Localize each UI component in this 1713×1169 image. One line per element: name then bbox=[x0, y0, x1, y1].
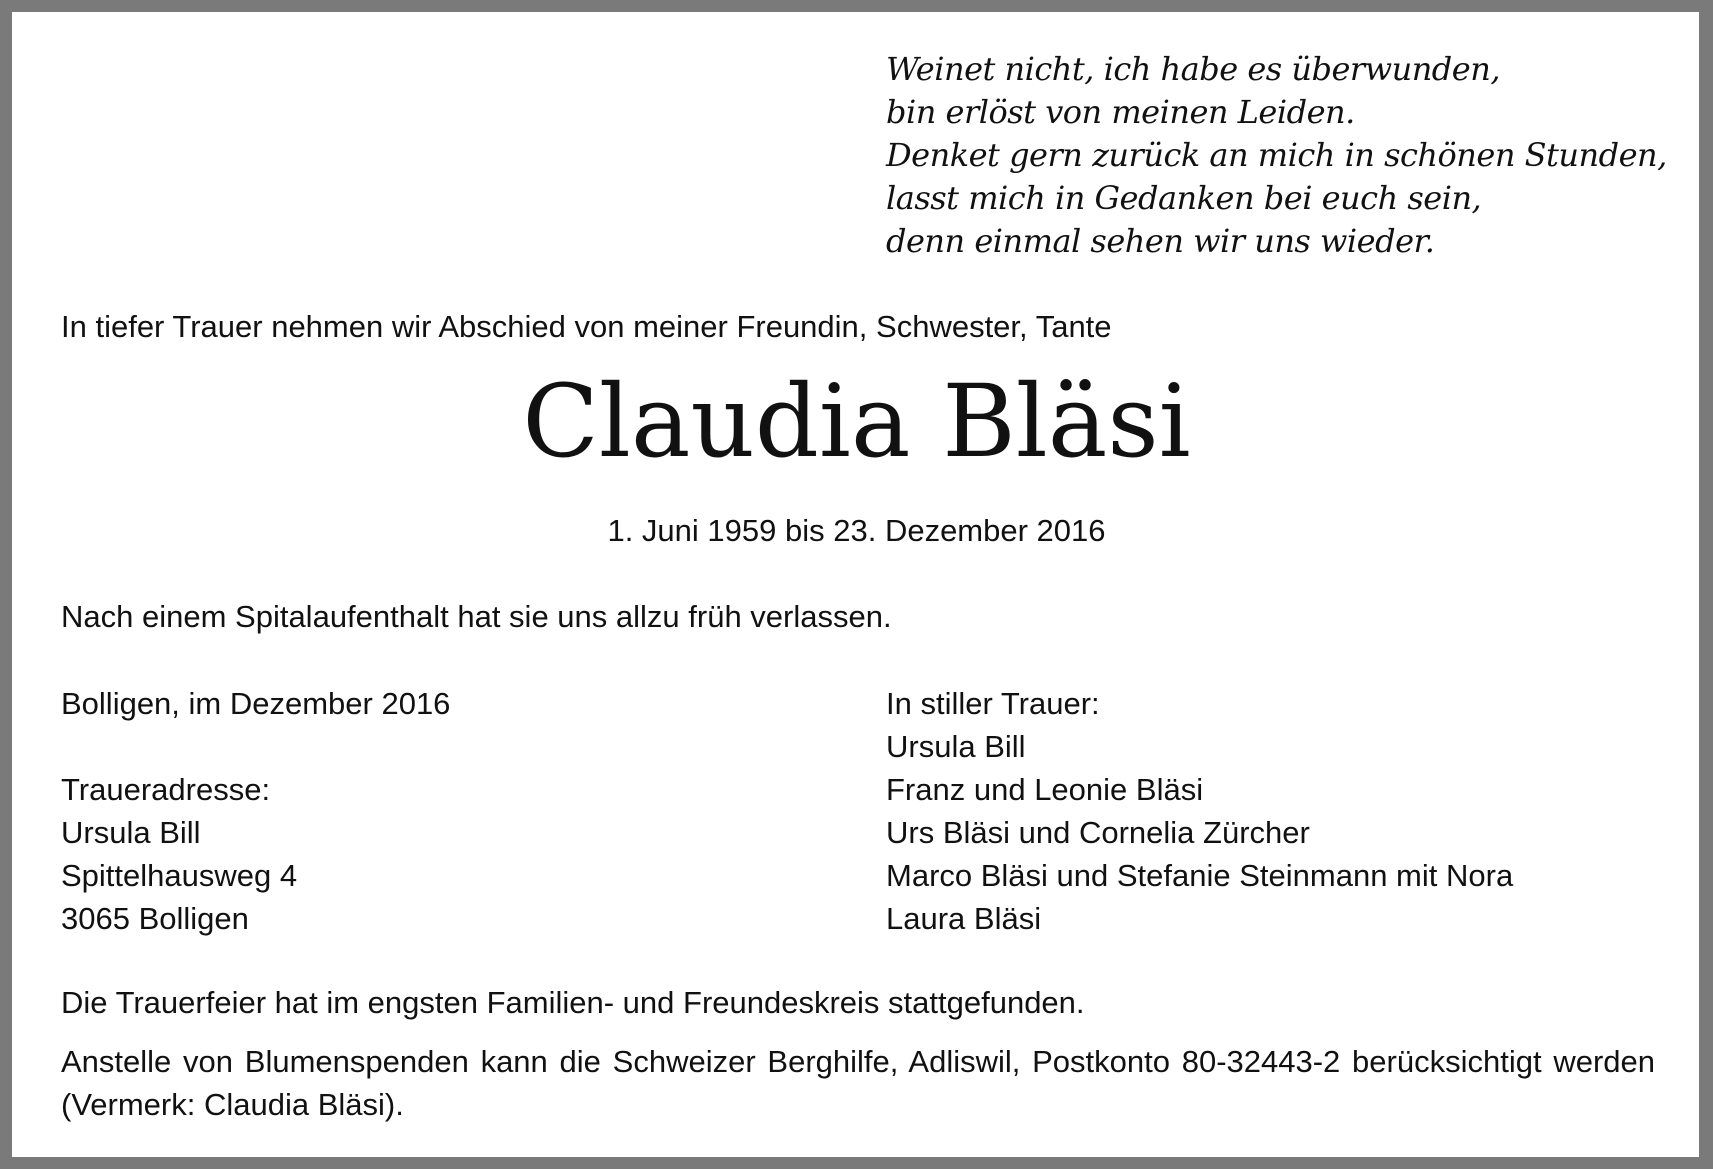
motto-line: lasst mich in Gedanken bei euch sein, bbox=[886, 179, 1482, 217]
motto-line: Denket gern zurück an mich in schönen Stunden, bbox=[886, 136, 1667, 174]
mourner-name: Marco Bläsi und Stefanie Steinmann mit Nora bbox=[886, 858, 1514, 893]
spacer bbox=[61, 725, 450, 768]
motto-line: bin erlöst von meinen Leiden. bbox=[886, 93, 1355, 131]
deceased-name: Claudia Bläsi bbox=[522, 363, 1191, 480]
mourner-name: Laura Bläsi bbox=[886, 901, 1042, 936]
place-and-address bbox=[61, 682, 450, 940]
motto-line: denn einmal sehen wir uns wieder. bbox=[886, 222, 1435, 260]
motto-verse bbox=[886, 48, 1667, 263]
intro-text: In tiefer Trauer nehmen wir Abschied von meiner Freundin, Schwester, Tante bbox=[61, 309, 1112, 344]
life-dates: 1. Juni 1959 bis 23. Dezember 2016 bbox=[607, 513, 1106, 548]
mourners-heading: In stiller Trauer: bbox=[886, 686, 1100, 721]
address-city: 3065 Bolligen bbox=[61, 901, 249, 936]
mourner-name: Ursula Bill bbox=[886, 729, 1026, 764]
mourner-name: Urs Bläsi und Cornelia Zürcher bbox=[886, 815, 1310, 850]
address-street: Spittelhausweg 4 bbox=[61, 858, 298, 893]
address-heading: Traueradresse: bbox=[61, 772, 271, 807]
donation-note: Anstelle von Blumenspenden kann die Schweizer Berghilfe, Adliswil, Postkonto 80-32443-2 berücksichtigt werden (Vermerk: Claudia Bläsi). bbox=[61, 1044, 1655, 1122]
place-date: Bolligen, im Dezember 2016 bbox=[61, 686, 451, 721]
mourners-list bbox=[886, 682, 1513, 940]
mourner-name: Franz und Leonie Bläsi bbox=[886, 772, 1204, 807]
address-name: Ursula Bill bbox=[61, 815, 201, 850]
passing-note: Nach einem Spitalaufenthalt hat sie uns allzu früh verlassen. bbox=[61, 599, 892, 634]
ceremony-note: Die Trauerfeier hat im engsten Familien- und Freundeskreis stattgefunden. bbox=[61, 985, 1085, 1020]
motto-line: Weinet nicht, ich habe es überwunden, bbox=[886, 50, 1500, 88]
